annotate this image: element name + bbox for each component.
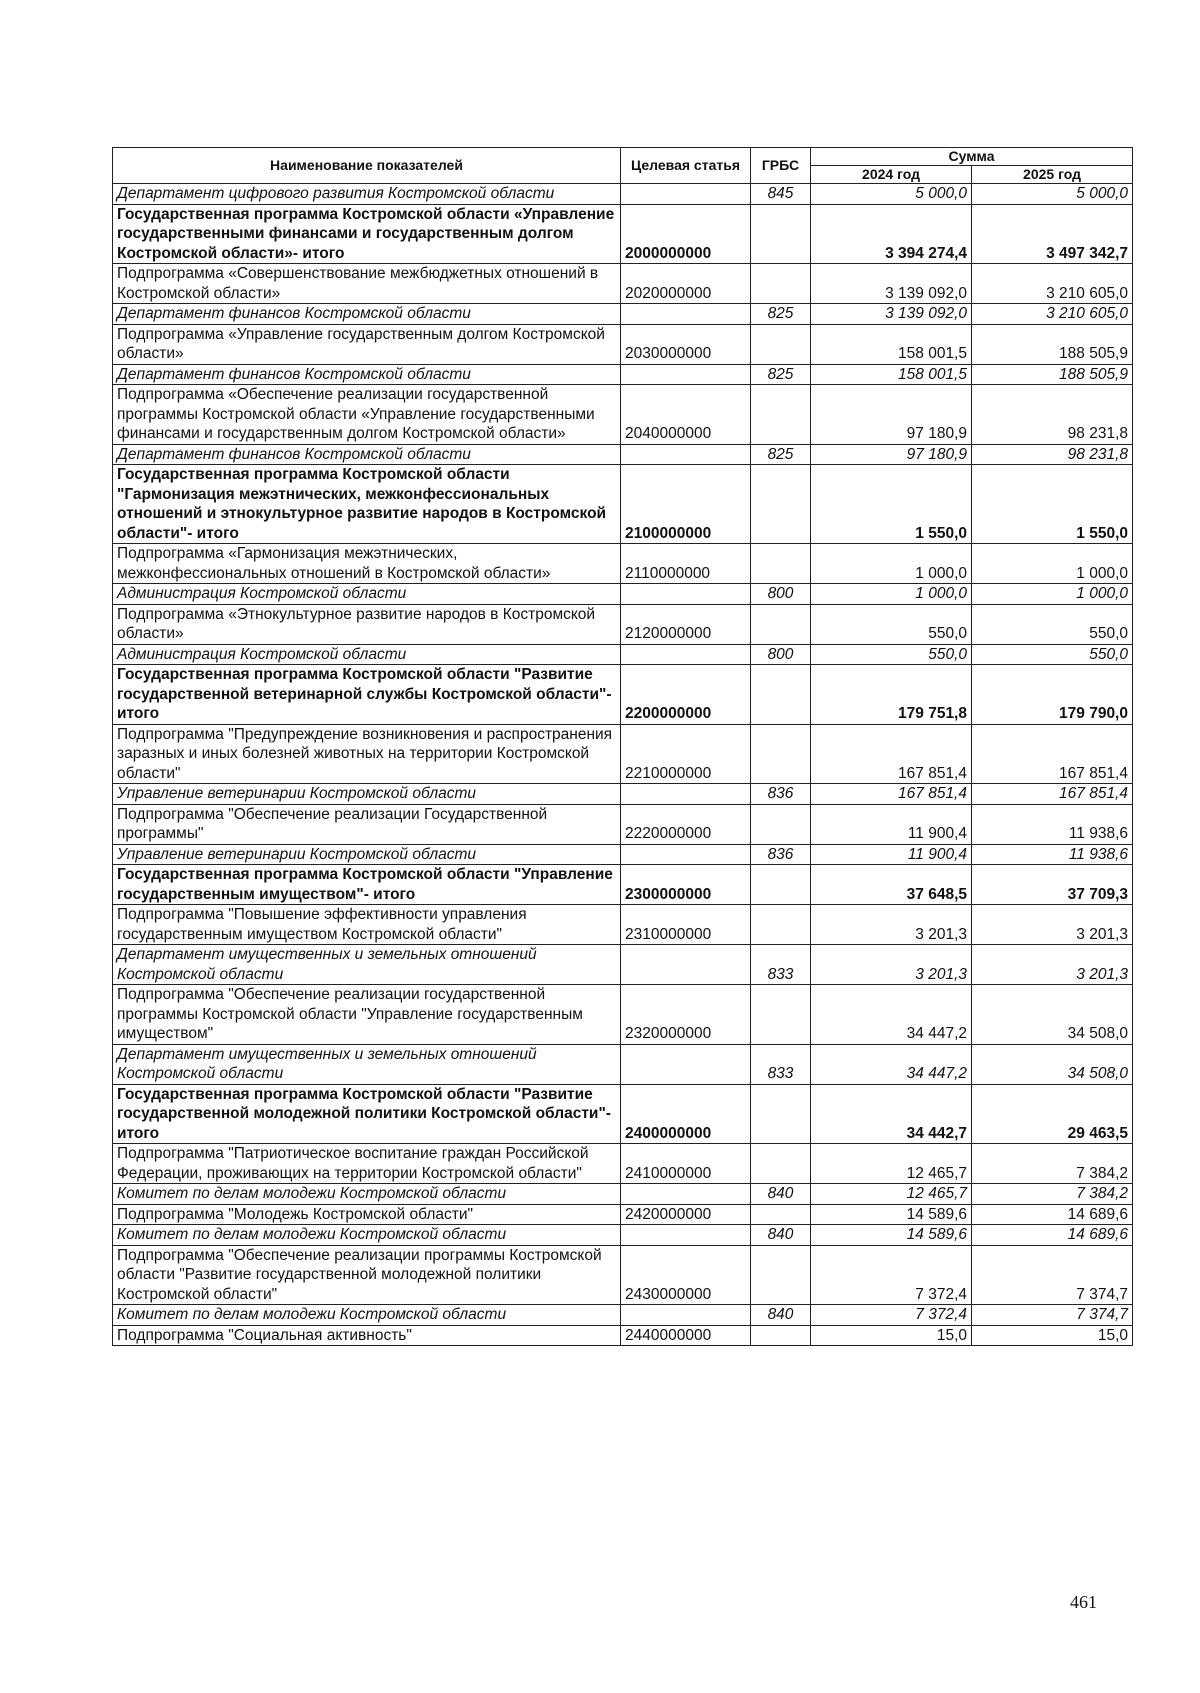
- cell-grbs: [751, 204, 811, 264]
- cell-target-code: [621, 584, 751, 605]
- cell-grbs: [751, 264, 811, 304]
- cell-sum-2024: 7 372,4: [811, 1245, 972, 1305]
- cell-target-code: 2310000000: [621, 905, 751, 945]
- cell-target-code: [621, 784, 751, 805]
- table-row: [113, 844, 1133, 865]
- cell-grbs: [751, 724, 811, 784]
- table-row: [113, 364, 1133, 385]
- cell-name: Комитет по делам молодежи Костромской области: [113, 1305, 621, 1326]
- cell-target-code: 2300000000: [621, 865, 751, 905]
- cell-grbs: [751, 1144, 811, 1184]
- cell-grbs: [751, 604, 811, 644]
- cell-sum-2024: 11 900,4: [811, 844, 972, 865]
- cell-sum-2025: 34 508,0: [972, 1044, 1133, 1084]
- cell-grbs: [751, 804, 811, 844]
- cell-grbs: 840: [751, 1225, 811, 1246]
- cell-grbs: [751, 1204, 811, 1225]
- table-row: [113, 584, 1133, 605]
- cell-name: Подпрограмма "Предупреждение возникновения и распространения заразных и иных болезней животных на территории Костромской области": [113, 724, 621, 784]
- cell-sum-2024: 167 851,4: [811, 724, 972, 784]
- cell-name: Администрация Костромской области: [113, 584, 621, 605]
- cell-name: Департамент имущественных и земельных отношений Костромской области: [113, 945, 621, 985]
- cell-grbs: 840: [751, 1184, 811, 1205]
- cell-sum-2024: 97 180,9: [811, 444, 972, 465]
- table-row: [113, 1305, 1133, 1326]
- table-row: [113, 604, 1133, 644]
- cell-target-code: 2100000000: [621, 465, 751, 544]
- cell-target-code: [621, 444, 751, 465]
- cell-target-code: [621, 945, 751, 985]
- cell-sum-2025: 3 497 342,7: [972, 204, 1133, 264]
- cell-name: Подпрограмма "Обеспечение реализации государственной программы Костромской области "Управление государственным имуществом": [113, 985, 621, 1045]
- header-code: Целевая статья: [621, 148, 751, 184]
- cell-grbs: [751, 324, 811, 364]
- cell-sum-2024: 179 751,8: [811, 665, 972, 725]
- cell-target-code: 2400000000: [621, 1084, 751, 1144]
- budget-table: [112, 147, 1133, 1346]
- cell-sum-2024: 3 139 092,0: [811, 304, 972, 325]
- table-row: [113, 1144, 1133, 1184]
- cell-name: Департамент цифрового развития Костромской области: [113, 184, 621, 205]
- cell-name: Департамент финансов Костромской области: [113, 364, 621, 385]
- table-row: [113, 544, 1133, 584]
- cell-grbs: [751, 385, 811, 445]
- cell-name: Управление ветеринарии Костромской области: [113, 784, 621, 805]
- cell-name: Государственная программа Костромской области "Управление государственным имуществом"- итого: [113, 865, 621, 905]
- cell-sum-2025: 15,0: [972, 1325, 1133, 1346]
- cell-sum-2024: 15,0: [811, 1325, 972, 1346]
- cell-target-code: 2420000000: [621, 1204, 751, 1225]
- cell-sum-2025: 7 384,2: [972, 1184, 1133, 1205]
- cell-sum-2025: 98 231,8: [972, 385, 1133, 445]
- cell-sum-2025: 179 790,0: [972, 665, 1133, 725]
- cell-target-code: 2320000000: [621, 985, 751, 1045]
- cell-sum-2024: 550,0: [811, 604, 972, 644]
- cell-sum-2024: 1 550,0: [811, 465, 972, 544]
- table-row: [113, 1044, 1133, 1084]
- cell-name: Государственная программа Костромской области "Развитие государственной ветеринарной службы Костромской области"- итого: [113, 665, 621, 725]
- cell-grbs: 833: [751, 945, 811, 985]
- cell-sum-2025: 14 689,6: [972, 1225, 1133, 1246]
- cell-sum-2025: 3 210 605,0: [972, 264, 1133, 304]
- cell-grbs: [751, 465, 811, 544]
- table-body: [113, 184, 1133, 1346]
- cell-sum-2024: 11 900,4: [811, 804, 972, 844]
- cell-grbs: [751, 865, 811, 905]
- table-row: [113, 724, 1133, 784]
- cell-sum-2025: 550,0: [972, 644, 1133, 665]
- table-row: [113, 865, 1133, 905]
- table-row: [113, 905, 1133, 945]
- cell-sum-2025: 11 938,6: [972, 844, 1133, 865]
- cell-grbs: [751, 665, 811, 725]
- table-row: [113, 1325, 1133, 1346]
- cell-sum-2024: 158 001,5: [811, 324, 972, 364]
- cell-sum-2024: 1 000,0: [811, 544, 972, 584]
- table-row: [113, 304, 1133, 325]
- cell-grbs: 825: [751, 304, 811, 325]
- cell-name: Подпрограмма "Патриотическое воспитание граждан Российской Федерации, проживающих на территории Костромской области": [113, 1144, 621, 1184]
- cell-name: Комитет по делам молодежи Костромской области: [113, 1225, 621, 1246]
- header-name: Наименование показателей: [113, 148, 621, 184]
- cell-grbs: [751, 1084, 811, 1144]
- table-row: [113, 465, 1133, 544]
- cell-sum-2025: 7 374,7: [972, 1305, 1133, 1326]
- cell-target-code: 2040000000: [621, 385, 751, 445]
- cell-grbs: [751, 544, 811, 584]
- cell-sum-2024: 14 589,6: [811, 1204, 972, 1225]
- cell-sum-2025: 34 508,0: [972, 985, 1133, 1045]
- cell-sum-2024: 97 180,9: [811, 385, 972, 445]
- page-number: 461: [1070, 1592, 1097, 1612]
- cell-grbs: [751, 985, 811, 1045]
- table-row: [113, 264, 1133, 304]
- cell-name: Государственная программа Костромской области "Развитие государственной молодежной политики Костромской области"- итого: [113, 1084, 621, 1144]
- cell-sum-2025: 98 231,8: [972, 444, 1133, 465]
- cell-name: Государственная программа Костромской области «Управление государственными финансами и государственным долгом Костромской области»- итого: [113, 204, 621, 264]
- cell-target-code: [621, 1044, 751, 1084]
- cell-sum-2025: 167 851,4: [972, 724, 1133, 784]
- table-row: [113, 204, 1133, 264]
- header-2024: 2024 год: [811, 166, 972, 184]
- cell-sum-2024: 12 465,7: [811, 1144, 972, 1184]
- cell-name: Подпрограмма "Обеспечение реализации программы Костромской области "Развитие государственной молодежной политики Костромской области": [113, 1245, 621, 1305]
- table-row: [113, 945, 1133, 985]
- cell-name: Подпрограмма «Обеспечение реализации государственной программы Костромской области «Управление государственными финансами и государственным долгом Костромской области»: [113, 385, 621, 445]
- cell-sum-2025: 3 210 605,0: [972, 304, 1133, 325]
- cell-name: Подпрограмма «Совершенствование межбюджетных отношений в Костромской области»: [113, 264, 621, 304]
- cell-target-code: 2000000000: [621, 204, 751, 264]
- cell-target-code: 2200000000: [621, 665, 751, 725]
- cell-target-code: [621, 304, 751, 325]
- table-row: [113, 665, 1133, 725]
- cell-target-code: [621, 1184, 751, 1205]
- cell-sum-2024: 3 201,3: [811, 945, 972, 985]
- cell-target-code: [621, 644, 751, 665]
- cell-sum-2024: 1 000,0: [811, 584, 972, 605]
- table-row: [113, 1184, 1133, 1205]
- cell-sum-2024: 7 372,4: [811, 1305, 972, 1326]
- cell-sum-2025: 29 463,5: [972, 1084, 1133, 1144]
- cell-grbs: 840: [751, 1305, 811, 1326]
- cell-sum-2025: 11 938,6: [972, 804, 1133, 844]
- cell-target-code: [621, 1305, 751, 1326]
- cell-target-code: 2210000000: [621, 724, 751, 784]
- cell-target-code: 2410000000: [621, 1144, 751, 1184]
- table-row: [113, 1225, 1133, 1246]
- table-row: [113, 324, 1133, 364]
- cell-grbs: 836: [751, 844, 811, 865]
- table-row: [113, 1204, 1133, 1225]
- cell-sum-2024: 167 851,4: [811, 784, 972, 805]
- cell-name: Подпрограмма «Управление государственным долгом Костромской области»: [113, 324, 621, 364]
- cell-target-code: 2120000000: [621, 604, 751, 644]
- cell-sum-2024: 37 648,5: [811, 865, 972, 905]
- cell-sum-2024: 3 201,3: [811, 905, 972, 945]
- cell-grbs: 833: [751, 1044, 811, 1084]
- table-row: [113, 644, 1133, 665]
- table-row: [113, 784, 1133, 805]
- cell-sum-2024: 158 001,5: [811, 364, 972, 385]
- cell-sum-2024: 14 589,6: [811, 1225, 972, 1246]
- cell-name: Подпрограмма "Молодежь Костромской области": [113, 1204, 621, 1225]
- cell-sum-2025: 550,0: [972, 604, 1133, 644]
- cell-name: Подпрограмма "Повышение эффективности управления государственным имуществом Костромской области": [113, 905, 621, 945]
- cell-target-code: [621, 1225, 751, 1246]
- table-row: [113, 184, 1133, 205]
- cell-name: Подпрограмма «Гармонизация межэтнических, межконфессиональных отношений в Костромской области»: [113, 544, 621, 584]
- cell-target-code: [621, 844, 751, 865]
- cell-target-code: 2020000000: [621, 264, 751, 304]
- cell-sum-2024: 34 447,2: [811, 1044, 972, 1084]
- cell-sum-2025: 188 505,9: [972, 364, 1133, 385]
- header-2025: 2025 год: [972, 166, 1133, 184]
- cell-sum-2025: 3 201,3: [972, 905, 1133, 945]
- cell-sum-2025: 14 689,6: [972, 1204, 1133, 1225]
- cell-grbs: 825: [751, 364, 811, 385]
- cell-grbs: 836: [751, 784, 811, 805]
- cell-sum-2024: 34 447,2: [811, 985, 972, 1045]
- cell-sum-2025: 3 201,3: [972, 945, 1133, 985]
- cell-name: Управление ветеринарии Костромской области: [113, 844, 621, 865]
- cell-sum-2024: 34 442,7: [811, 1084, 972, 1144]
- table-row: [113, 985, 1133, 1045]
- cell-sum-2025: 1 550,0: [972, 465, 1133, 544]
- cell-grbs: [751, 1245, 811, 1305]
- cell-target-code: 2220000000: [621, 804, 751, 844]
- cell-name: Департамент финансов Костромской области: [113, 304, 621, 325]
- cell-target-code: [621, 364, 751, 385]
- cell-grbs: 800: [751, 644, 811, 665]
- cell-grbs: 825: [751, 444, 811, 465]
- cell-target-code: 2440000000: [621, 1325, 751, 1346]
- table-row: [113, 444, 1133, 465]
- cell-name: Подпрограмма «Этнокультурное развитие народов в Костромской области»: [113, 604, 621, 644]
- table-row: [113, 804, 1133, 844]
- cell-name: Государственная программа Костромской области "Гармонизация межэтнических, межконфессиональных отношений и этнокультурное развитие народов в Костромской области"- итого: [113, 465, 621, 544]
- table-row: [113, 385, 1133, 445]
- cell-sum-2025: 1 000,0: [972, 544, 1133, 584]
- cell-sum-2025: 188 505,9: [972, 324, 1133, 364]
- cell-name: Подпрограмма "Обеспечение реализации Государственной программы": [113, 804, 621, 844]
- table-row: [113, 1084, 1133, 1144]
- cell-target-code: 2430000000: [621, 1245, 751, 1305]
- cell-sum-2024: 3 394 274,4: [811, 204, 972, 264]
- cell-name: Департамент имущественных и земельных отношений Костромской области: [113, 1044, 621, 1084]
- header-grbs: ГРБС: [751, 148, 811, 184]
- cell-sum-2025: 167 851,4: [972, 784, 1133, 805]
- cell-sum-2024: 550,0: [811, 644, 972, 665]
- cell-sum-2024: 5 000,0: [811, 184, 972, 205]
- header-sum: Сумма: [811, 148, 1133, 166]
- cell-name: Комитет по делам молодежи Костромской области: [113, 1184, 621, 1205]
- cell-target-code: [621, 184, 751, 205]
- cell-sum-2025: 7 374,7: [972, 1245, 1133, 1305]
- cell-sum-2025: 5 000,0: [972, 184, 1133, 205]
- cell-sum-2025: 37 709,3: [972, 865, 1133, 905]
- cell-grbs: [751, 905, 811, 945]
- table-header: [113, 148, 1133, 184]
- cell-target-code: 2110000000: [621, 544, 751, 584]
- cell-grbs: [751, 1325, 811, 1346]
- cell-name: Департамент финансов Костромской области: [113, 444, 621, 465]
- cell-grbs: 800: [751, 584, 811, 605]
- cell-target-code: 2030000000: [621, 324, 751, 364]
- cell-sum-2024: 3 139 092,0: [811, 264, 972, 304]
- cell-name: Подпрограмма "Социальная активность": [113, 1325, 621, 1346]
- table-row: [113, 1245, 1133, 1305]
- cell-name: Администрация Костромской области: [113, 644, 621, 665]
- cell-sum-2024: 12 465,7: [811, 1184, 972, 1205]
- cell-sum-2025: 7 384,2: [972, 1144, 1133, 1184]
- cell-grbs: 845: [751, 184, 811, 205]
- cell-sum-2025: 1 000,0: [972, 584, 1133, 605]
